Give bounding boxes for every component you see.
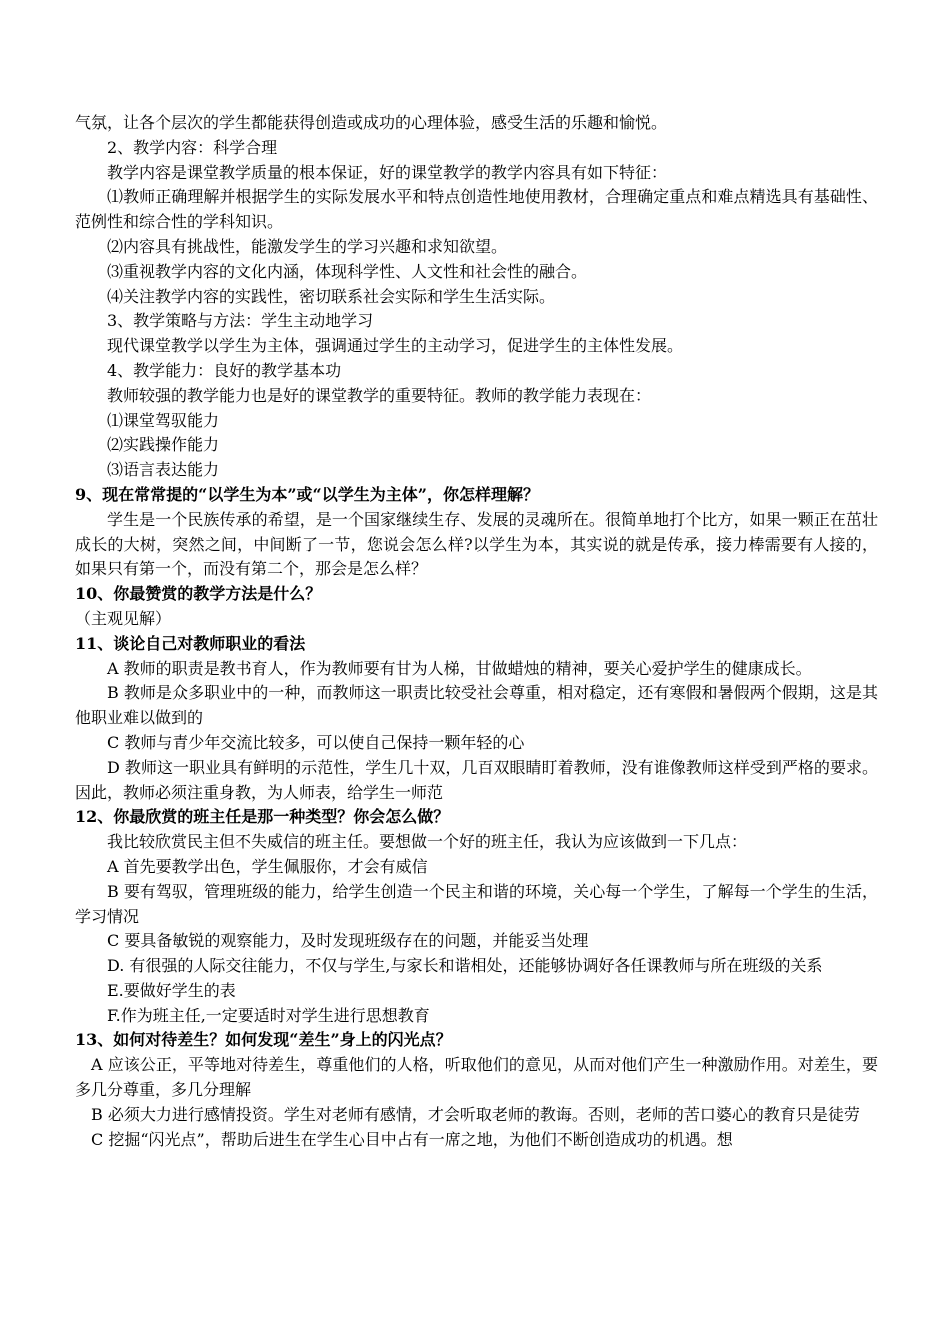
paragraph-33: A 应该公正，平等地对待差生，尊重他们的人格，听取他们的意见，从而对他们产生一种激励作用。对差生，要多几分尊重，多几分理解 bbox=[75, 1055, 878, 1100]
paragraph-29: D. 有很强的人际交往能力，不仅与学生,与家长和谐相处，还能够协调好各任课教师与所在班级的关系 bbox=[107, 956, 823, 976]
paragraph-9: 现代课堂教学以学生为主体，强调通过学生的主动学习，促进学生的主体性发展。 bbox=[107, 336, 684, 356]
paragraph-30: E.要做好学生的表 bbox=[107, 980, 236, 1000]
paragraph-21: B 教师是众多职业中的一种，而教师这一职责比较受社会尊重，相对稳定，还有寒假和暑假两个假期，这是其他职业难以做到的 bbox=[75, 683, 878, 728]
paragraph-31: F.作为班主任,一定要适时对学生进行思想教育 bbox=[107, 1005, 430, 1025]
paragraph-22: C 教师与青少年交流比较多，可以使自己保持一颗年轻的心 bbox=[107, 732, 525, 752]
paragraph-20: A 教师的职责是教书育人，作为教师要有甘为人梯，甘做蜡烛的精神，要关心爱护学生的健康成长。 bbox=[107, 658, 812, 678]
paragraph-23: D 教师这一职业具有鲜明的示范性，学生几十双，几百双眼睛盯着教师，没有谁像教师这样受到严格的要求。因此，教师必须注重身教，为人师表，给学生一师范 bbox=[75, 757, 878, 802]
paragraph-26: A 首先要教学出色，学生佩服你，才会有威信 bbox=[107, 856, 428, 876]
paragraph-14: ⑶语言表达能力 bbox=[107, 460, 220, 480]
paragraph-35: C 挖掘“闪光点”，帮助后进生在学生心目中占有一席之地，为他们不断创造成功的机遇。想 bbox=[91, 1129, 733, 1149]
paragraph-3: 教学内容是课堂教学质量的根本保证，好的课堂教学的教学内容具有如下特征： bbox=[107, 162, 668, 182]
paragraph-2: 2、教学内容：科学合理 bbox=[107, 137, 278, 157]
paragraph-8: 3、教学策略与方法：学生主动地学习 bbox=[107, 311, 374, 331]
question-heading-9: 9、现在常常提的“以学生为本”或“以学生为主体”，你怎样理解？ bbox=[75, 484, 539, 504]
paragraph-1: 气氛，让各个层次的学生都能获得创造或成功的心理体验，感受生活的乐趣和愉悦。 bbox=[75, 113, 668, 132]
paragraph-5: ⑵内容具有挑战性，能激发学生的学习兴趣和求知欲望。 bbox=[107, 236, 508, 256]
paragraph-11: 教师较强的教学能力也是好的课堂教学的重要特征。教师的教学能力表现在： bbox=[107, 385, 652, 405]
question-heading-12: 12、你最欣赏的班主任是那一种类型？你会怎么做？ bbox=[75, 807, 450, 827]
paragraph-28: C 要具备敏锐的观察能力，及时发现班级存在的问题，并能妥当处理 bbox=[107, 931, 589, 951]
paragraph-7: ⑷关注教学内容的实践性，密切联系社会实际和学生生活实际。 bbox=[107, 286, 556, 306]
paragraph-27: B 要有驾驭，管理班级的能力，给学生创造一个民主和谐的环境，关心每一个学生，了解每一个学生的生活，学习情况 bbox=[75, 881, 878, 926]
paragraph-6: ⑶重视教学内容的文化内涵，体现科学性、人文性和社会性的融合。 bbox=[107, 261, 588, 281]
paragraph-13: ⑵实践操作能力 bbox=[107, 435, 220, 455]
paragraph-10: 4、教学能力：良好的教学基本功 bbox=[107, 360, 342, 380]
question-heading-10: 10、你最赞赏的教学方法是什么？ bbox=[75, 584, 322, 604]
paragraph-16: 学生是一个民族传承的希望，是一个国家继续生存、发展的灵魂所在。很简单地打个比方，如果一颗正在茁壮成长的大树，突然之间，中间断了一节，您说会怎么样?以学生为本，其实说的就是传承，接力棒需要有人接的，如果只有第一个，而没有第二个，那会是怎么样？ bbox=[75, 509, 878, 579]
paragraph-34: B 必须大力进行感情投资。学生对老师有感情，才会听取老师的教诲。否则，老师的苦口婆心的教育只是徒劳 bbox=[91, 1104, 860, 1124]
paragraph-18: （主观见解） bbox=[75, 608, 172, 628]
question-heading-13: 13、如何对待差生？如何发现“差生”身上的闪光点？ bbox=[75, 1030, 452, 1050]
paragraph-12: ⑴课堂驾驭能力 bbox=[107, 410, 220, 430]
paragraph-4: ⑴教师正确理解并根据学生的实际发展水平和特点创造性地使用教材，合理确定重点和难点精选具有基础性、范例性和综合性的学科知识。 bbox=[75, 187, 878, 232]
paragraph-25: 我比较欣赏民主但不失威信的班主任。要想做一个好的班主任，我认为应该做到一下几点： bbox=[107, 832, 748, 852]
question-heading-11: 11、谈论自己对教师职业的看法 bbox=[75, 633, 306, 653]
